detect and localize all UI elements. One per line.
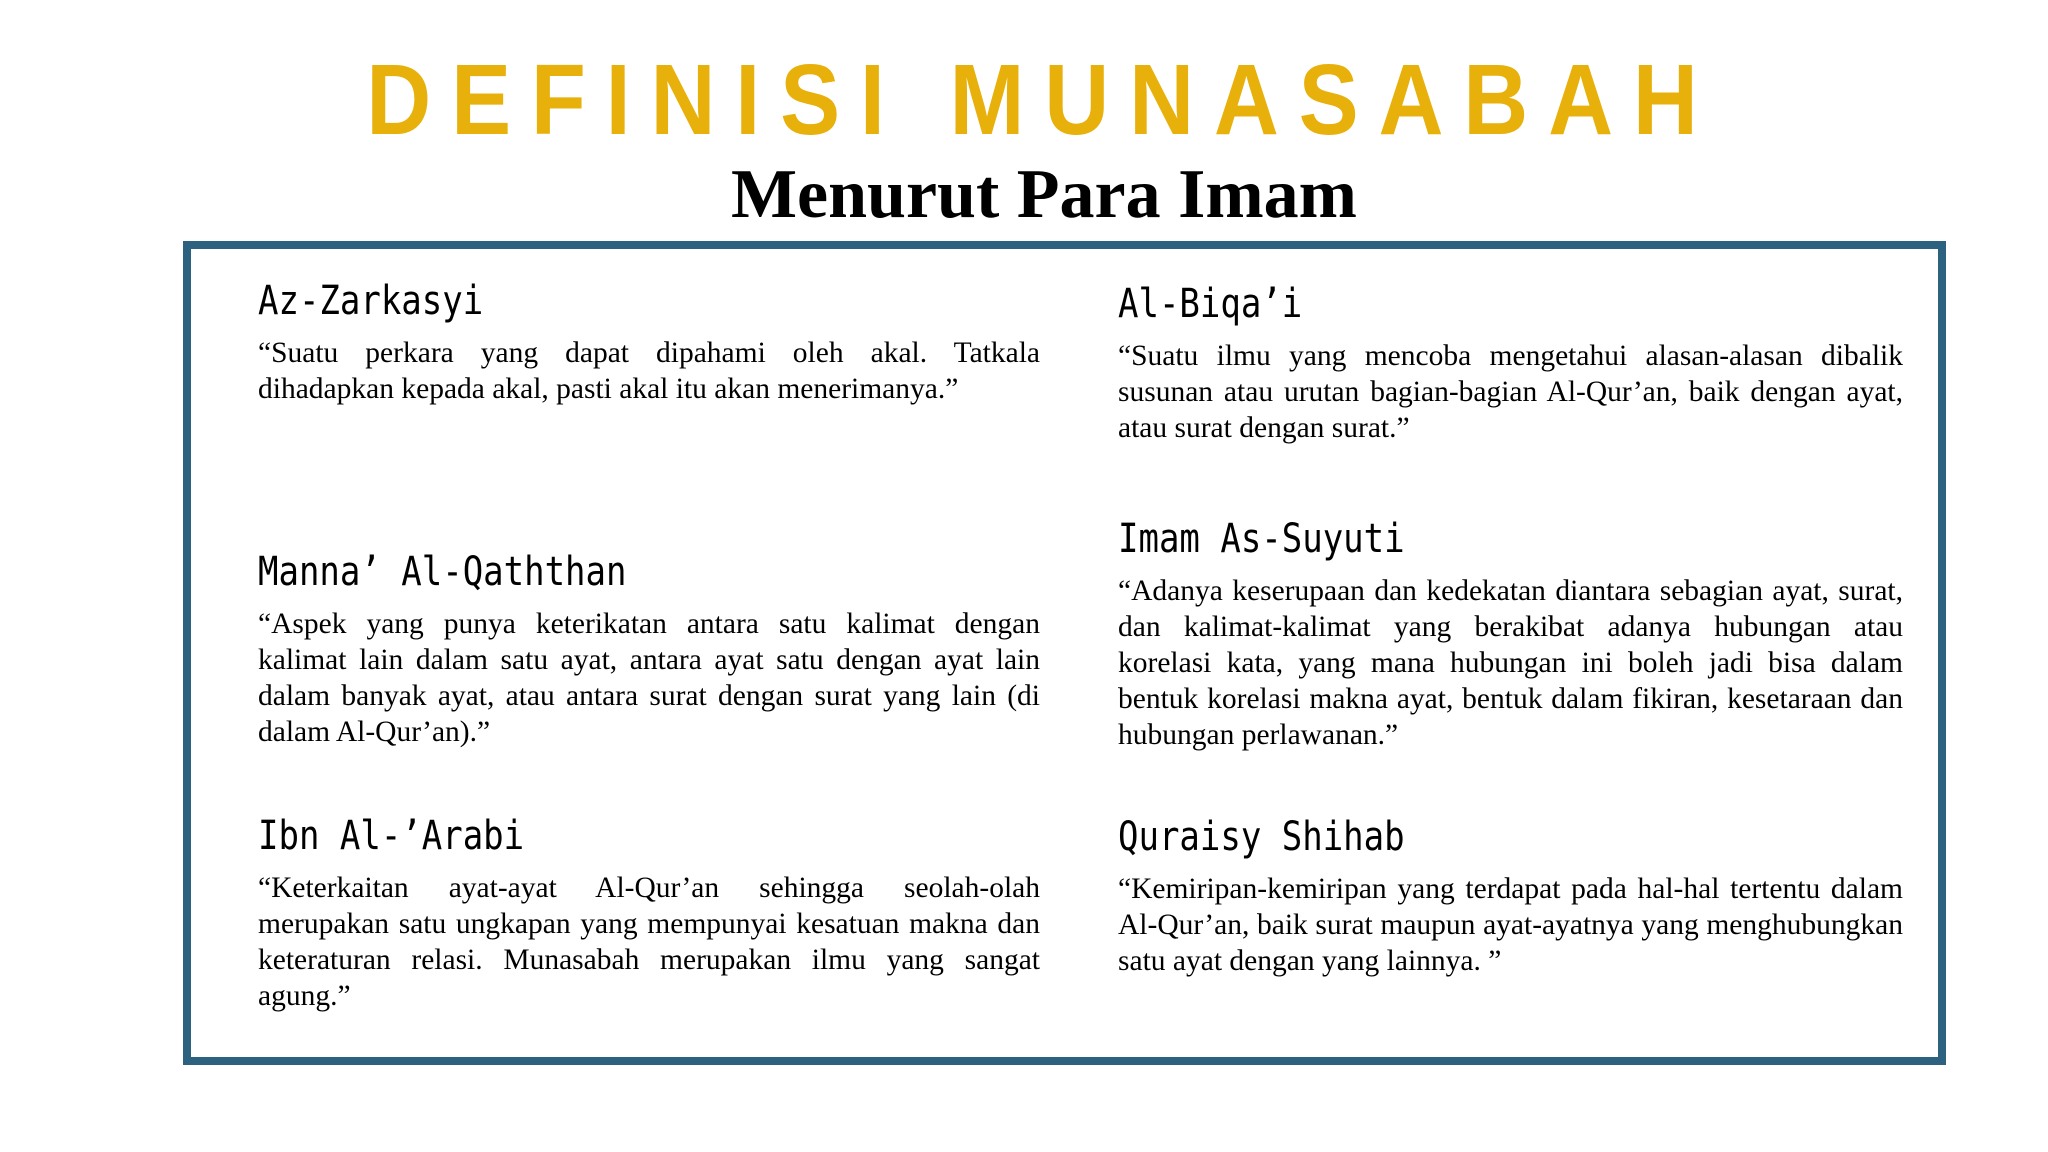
imam-name: Al-Biqa’i <box>1118 281 1303 327</box>
definition-text: “Keterkaitan ayat-ayat Al-Qur’an sehingga seolah-olah merupakan satu ungkapan yang mempunyai kesatuan makna dan keteraturan relasi. Munasabah merupakan ilmu yang sangat agung.” <box>258 872 1040 1012</box>
definition-ibn-al-arabi <box>258 812 1040 1014</box>
definition-text: “Suatu ilmu yang mencoba mengetahui alasan-alasan dibalik susunan atau urutan bagian-bagian Al-Qur’an, baik dengan ayat, atau surat dengan surat.” <box>1118 340 1903 444</box>
definition-az-zarkasyi <box>258 277 1040 407</box>
definition-text: “Adanya keserupaan dan kedekatan diantara sebagian ayat, surat, dan kalimat-kalimat yang berakibat adanya hubungan atau korelasi kata, yang mana hubungan ini boleh jadi bisa dalam bentuk korelasi makna ayat, bentuk dalam fikiran, kesetaraan dan hubungan perlawanan.” <box>1118 575 1903 751</box>
definition-text: “Aspek yang punya keterikatan antara satu kalimat dengan kalimat lain dalam satu ayat, antara ayat satu dengan ayat lain dalam banyak ayat, atau antara surat dengan surat yang lain (di dalam Al-Qur’an).” <box>258 608 1040 748</box>
definition-text: “Kemiripan-kemiripan yang terdapat pada hal-hal tertentu dalam Al-Qur’an, baik surat maupun ayat-ayatnya yang menghubungkan satu ayat dengan yang lainnya. ” <box>1118 873 1903 977</box>
imam-name: Ibn Al-’Arabi <box>258 813 525 859</box>
imam-name: Az-Zarkasyi <box>258 278 484 324</box>
definition-quraisy-shihab <box>1118 813 1903 979</box>
definition-text: “Suatu perkara yang dapat dipahami oleh akal. Tatkala dihadapkan kepada akal, pasti akal itu akan menerimanya.” <box>258 337 1040 405</box>
imam-name: Imam As-Suyuti <box>1118 516 1405 562</box>
imam-name: Manna’ Al-Qaththan <box>258 549 627 595</box>
definition-al-biqai <box>1118 280 1903 446</box>
imam-name: Quraisy Shihab <box>1118 814 1405 860</box>
page-subtitle: Menurut Para Imam <box>730 156 1357 233</box>
definition-imam-as-suyuti <box>1118 515 1903 753</box>
page-title: DEFINISI MUNASABAH <box>366 44 1718 156</box>
definition-manna-al-qaththan <box>258 548 1040 750</box>
